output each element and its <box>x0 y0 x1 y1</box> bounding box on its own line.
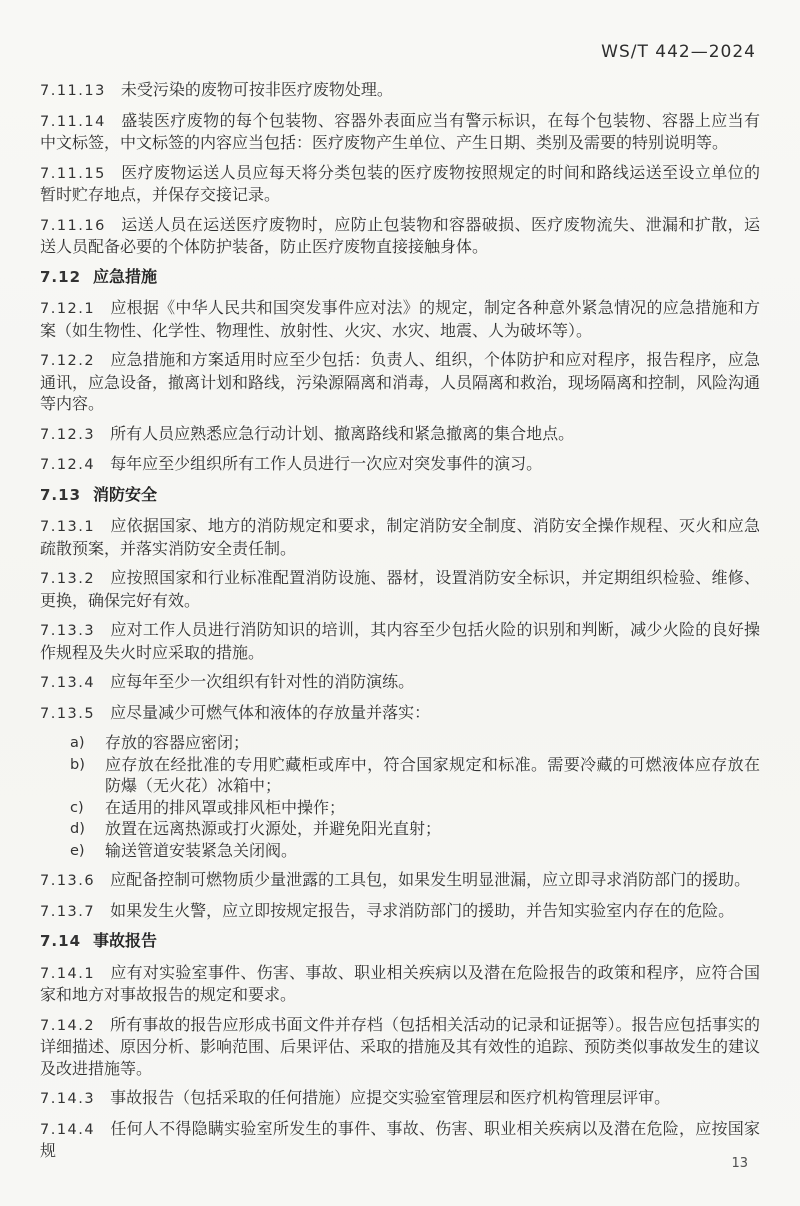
section-title: 事故报告 <box>93 933 158 950</box>
clause-number: 7.13.7 <box>40 903 96 920</box>
clause-7-11-13 <box>40 80 760 103</box>
clause-text: 应对工作人员进行消防知识的培训，其内容至少包括火险的识别和判断，减少火险的良好操作规程及失火时应采取的措施。 <box>40 622 760 662</box>
section-heading-7-13 <box>40 485 760 507</box>
list-item-text: 在适用的排风罩或排风柜中操作； <box>105 799 346 817</box>
clause-7-11-15 <box>40 163 760 207</box>
clause-number: 7.13.3 <box>40 623 96 639</box>
list-item-marker: d) <box>70 821 85 837</box>
clause-7-14-2 <box>40 1015 760 1081</box>
clause-text: 如果发生火警，应立即按规定报告，寻求消防部门的援助，并告知实验室内存在的危险。 <box>110 902 735 920</box>
clause-text: 应配备控制可燃物质少量泄露的工具包，如果发生明显泄漏，应立即寻求消防部门的援助。 <box>110 872 751 889</box>
clause-number: 7.11.15 <box>40 165 106 182</box>
list-item-b <box>40 755 760 798</box>
clause-number: 7.14.2 <box>40 1017 96 1034</box>
clause-text: 未受污染的废物可按非医疗废物处理。 <box>120 82 393 99</box>
clause-number: 7.13.4 <box>40 675 96 691</box>
clause-text: 医疗废物运送人员应每天将分类包装的医疗废物按照规定的时间和路线运送至设立单位的暂时贮存地点，并保存交接记录。 <box>40 164 760 204</box>
list-item-marker: c) <box>70 799 84 816</box>
clause-7-12-4 <box>40 454 760 477</box>
clause-text: 事故报告（包括采取的任何措施）应提交实验室管理层和医疗机构管理层评审。 <box>110 1090 671 1107</box>
clause-number: 7.13.2 <box>40 571 96 587</box>
list-item-text: 输送管道安装紧急关闭阀。 <box>105 842 298 860</box>
clause-7-14-3 <box>40 1088 760 1111</box>
clause-7-13-3 <box>40 620 760 664</box>
section-title: 消防安全 <box>93 486 158 504</box>
clause-number: 7.14.1 <box>40 965 96 982</box>
section-title: 应急措施 <box>93 268 158 286</box>
clause-7-13-1 <box>40 516 760 560</box>
list-item-d <box>40 819 760 841</box>
section-number: 7.13 <box>40 485 82 504</box>
clause-7-14-1 <box>40 963 760 1007</box>
clause-text: 应按照国家和行业标准配置消防设施、器材，设置消防安全标识，并定期组织检验、维修、更换，确保完好有效。 <box>40 570 760 610</box>
section-number: 7.12 <box>40 267 82 286</box>
clause-7-11-14 <box>40 111 760 155</box>
list-item-marker: e) <box>70 842 85 859</box>
clause-list-7-13-5 <box>40 733 760 862</box>
list-item-a <box>40 733 760 755</box>
clause-text: 盛装医疗废物的每个包装物、容器外表面应当有警示标识，在每个包装物、容器上应当有中文标签，中文标签的内容应当包括：医疗废物产生单位、产生日期、类别及需要的特别说明等。 <box>40 112 760 152</box>
clause-number: 7.13.6 <box>40 873 96 889</box>
clause-7-12-2 <box>40 350 760 416</box>
section-heading-7-14 <box>40 931 760 953</box>
clause-text: 任何人不得隐瞒实验室所发生的事件、事故、伤害、职业相关疾病以及潜在危险，应按国家规 <box>40 1120 760 1160</box>
clause-number: 7.12.4 <box>40 457 96 473</box>
clause-text: 每年应至少组织所有工作人员进行一次应对突发事件的演习。 <box>110 456 543 473</box>
clause-7-12-1 <box>40 298 760 342</box>
clause-7-13-4 <box>40 672 760 695</box>
clause-7-11-16 <box>40 215 760 259</box>
clause-7-14-4 <box>40 1119 760 1163</box>
clause-number: 7.14.3 <box>40 1091 96 1107</box>
clause-7-13-7 <box>40 901 760 924</box>
clause-text: 所有人员应熟悉应急行动计划、撤离路线和紧急撤离的集合地点。 <box>110 425 575 443</box>
clause-7-13-2 <box>40 568 760 612</box>
list-item-marker: b) <box>70 756 85 773</box>
clause-number: 7.12.1 <box>40 301 96 317</box>
clause-text: 运送人员在运送医疗废物时，应防止包装物和容器破损、医疗废物流失、泄漏和扩散，运送人员配备必要的个体防护装备，防止医疗废物直接接触身体。 <box>40 216 760 256</box>
section-number: 7.14 <box>40 932 82 950</box>
list-item-text: 放置在远离热源或打火源处，并避免阳光直射； <box>105 821 442 838</box>
list-item-text: 应存放在经批准的专用贮藏柜或库中，符合国家规定和标准。需要冷藏的可燃液体应存放在防爆（无火花）冰箱中； <box>105 756 760 795</box>
list-item-text: 存放的容器应密闭； <box>105 735 250 752</box>
clause-text: 应依据国家、地方的消防规定和要求，制定消防安全制度、消防安全操作规程、灭火和应急疏散预案，并落实消防安全责任制。 <box>40 518 760 558</box>
clause-number: 7.12.2 <box>40 353 96 369</box>
clause-number: 7.12.3 <box>40 426 96 443</box>
clause-number: 7.11.16 <box>40 217 106 234</box>
clause-7-12-3 <box>40 424 760 447</box>
clause-text: 应根据《中华人民共和国突发事件应对法》的规定，制定各种意外紧急情况的应急措施和方案（如生物性、化学性、物理性、放射性、火灾、水灾、地震、人为破坏等）。 <box>40 300 760 340</box>
page-number: 13 <box>731 1156 748 1171</box>
clause-number: 7.14.4 <box>40 1121 96 1138</box>
clause-text: 所有事故的报告应形成书面文件并存档（包括相关活动的记录和证据等）。报告应包括事实的详细描述、原因分析、影响范围、后果评估、采取的措施及其有效性的追踪、预防类似事故发生的建议及改进措施等。 <box>40 1016 761 1078</box>
list-item-marker: a) <box>70 735 85 751</box>
clause-7-13-6 <box>40 870 760 893</box>
clause-number: 7.11.14 <box>40 113 106 130</box>
clause-text: 应尽量减少可燃气体和液体的存放量并落实： <box>110 704 431 722</box>
clause-text: 应急措施和方案适用时应至少包括：负责人、组织，个体防护和应对程序，报告程序，应急通讯，应急设备，撤离计划和路线，污染源隔离和消毒，人员隔离和救治，现场隔离和控制，风险沟通等内容。 <box>40 352 761 413</box>
clause-text: 应有对实验室事件、伤害、事故、职业相关疾病以及潜在危险报告的政策和程序，应符合国家和地方对事故报告的规定和要求。 <box>40 964 760 1004</box>
clause-number: 7.13.5 <box>40 705 96 722</box>
clause-7-13-5 <box>40 703 760 726</box>
list-item-e <box>40 841 760 863</box>
clause-number: 7.13.1 <box>40 519 96 535</box>
list-item-c <box>40 798 760 820</box>
section-heading-7-12 <box>40 267 760 289</box>
standard-number: WS/T 442—2024 <box>601 42 756 62</box>
clause-text: 应每年至少一次组织有针对性的消防演练。 <box>110 674 415 691</box>
clause-number: 7.11.13 <box>40 83 106 99</box>
document-body <box>40 80 760 1163</box>
